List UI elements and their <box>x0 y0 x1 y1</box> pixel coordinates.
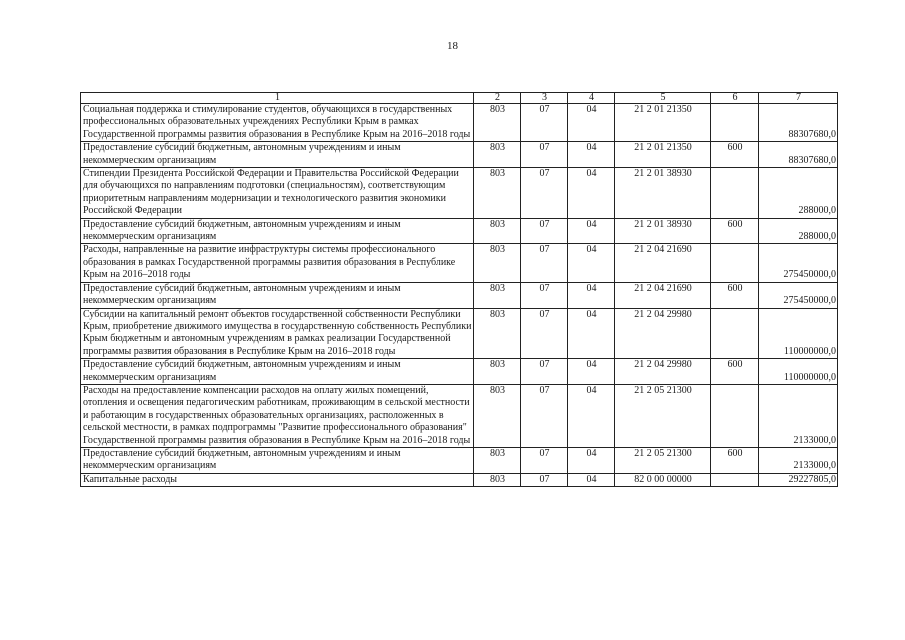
column-header: 1 <box>81 93 474 104</box>
table-row <box>81 104 838 142</box>
target-article-cell: 21 2 04 21690 <box>615 244 711 282</box>
table-row <box>81 244 838 282</box>
expense-name-cell: Социальная поддержка и стимулирование студентов, обучающихся в государственных профессиональных образовательных учреждениях Республики Крым в рамках Государственной программы развития образования в Республике Крым на 2016–2018 годы <box>81 104 474 142</box>
table-row <box>81 142 838 168</box>
section-code-cell: 07 <box>521 384 568 447</box>
section-code-cell: 07 <box>521 359 568 385</box>
ministry-code-cell: 803 <box>474 104 521 142</box>
amount-cell: 275450000,0 <box>759 282 838 308</box>
expense-name-cell: Расходы, направленные на развитие инфраструктуры системы профессионального образования в рамках Государственной программы развития образования в Республике Крым на 2016–2018 годы <box>81 244 474 282</box>
subsection-code-cell: 04 <box>568 244 615 282</box>
subsection-code-cell: 04 <box>568 218 615 244</box>
column-header: 7 <box>759 93 838 104</box>
expense-name-cell: Стипендии Президента Российской Федерации и Правительства Российской Федерации для обучающихся по направлениям подготовки (специальностям), соответствующим приоритетным направлениям модернизации и технологического развития экономики Российской Федерации <box>81 168 474 219</box>
ministry-code-cell: 803 <box>474 282 521 308</box>
amount-cell: 110000000,0 <box>759 359 838 385</box>
table-row <box>81 384 838 447</box>
amount-cell: 288000,0 <box>759 168 838 219</box>
section-code-cell: 07 <box>521 282 568 308</box>
expense-name-cell: Предоставление субсидий бюджетным, автономным учреждениям и иным некоммерческим организациям <box>81 359 474 385</box>
table-body <box>81 104 838 487</box>
ministry-code-cell: 803 <box>474 142 521 168</box>
section-code-cell: 07 <box>521 218 568 244</box>
section-code-cell: 07 <box>521 473 568 486</box>
column-header: 3 <box>521 93 568 104</box>
amount-cell: 110000000,0 <box>759 308 838 359</box>
column-header: 4 <box>568 93 615 104</box>
expense-type-cell <box>711 104 759 142</box>
target-article-cell: 21 2 04 29980 <box>615 359 711 385</box>
subsection-code-cell: 04 <box>568 473 615 486</box>
expense-name-cell: Капитальные расходы <box>81 473 474 486</box>
column-header: 6 <box>711 93 759 104</box>
expense-type-cell <box>711 168 759 219</box>
expense-type-cell <box>711 308 759 359</box>
section-code-cell: 07 <box>521 308 568 359</box>
expense-type-cell <box>711 473 759 486</box>
table-row <box>81 218 838 244</box>
expense-type-cell: 600 <box>711 359 759 385</box>
subsection-code-cell: 04 <box>568 104 615 142</box>
ministry-code-cell: 803 <box>474 308 521 359</box>
section-code-cell: 07 <box>521 168 568 219</box>
section-code-cell: 07 <box>521 244 568 282</box>
expense-name-cell: Предоставление субсидий бюджетным, автономным учреждениям и иным некоммерческим организациям <box>81 447 474 473</box>
table-row <box>81 359 838 385</box>
amount-cell: 29227805,0 <box>759 473 838 486</box>
subsection-code-cell: 04 <box>568 142 615 168</box>
amount-cell: 288000,0 <box>759 218 838 244</box>
expense-type-cell: 600 <box>711 218 759 244</box>
subsection-code-cell: 04 <box>568 168 615 219</box>
table-row <box>81 168 838 219</box>
subsection-code-cell: 04 <box>568 384 615 447</box>
expense-name-cell: Предоставление субсидий бюджетным, автономным учреждениям и иным некоммерческим организациям <box>81 282 474 308</box>
expense-type-cell: 600 <box>711 142 759 168</box>
ministry-code-cell: 803 <box>474 473 521 486</box>
table-row <box>81 473 838 486</box>
column-header: 2 <box>474 93 521 104</box>
expense-type-cell <box>711 244 759 282</box>
expense-type-cell: 600 <box>711 447 759 473</box>
target-article-cell: 21 2 01 21350 <box>615 142 711 168</box>
expense-name-cell: Предоставление субсидий бюджетным, автономным учреждениям и иным некоммерческим организациям <box>81 142 474 168</box>
amount-cell: 2133000,0 <box>759 384 838 447</box>
section-code-cell: 07 <box>521 142 568 168</box>
section-code-cell: 07 <box>521 104 568 142</box>
subsection-code-cell: 04 <box>568 359 615 385</box>
target-article-cell: 21 2 01 38930 <box>615 168 711 219</box>
target-article-cell: 21 2 05 21300 <box>615 384 711 447</box>
budget-table <box>80 92 838 487</box>
header-row <box>81 93 838 104</box>
target-article-cell: 21 2 04 21690 <box>615 282 711 308</box>
table-row <box>81 447 838 473</box>
target-article-cell: 82 0 00 00000 <box>615 473 711 486</box>
table-row <box>81 308 838 359</box>
expense-name-cell: Расходы на предоставление компенсации расходов на оплату жилых помещений, отопления и освещения педагогическим работникам, проживающим в сельской местности и работающим в государственных образовательных организациях, расположенных в сельской местности, в рамках подпрограммы "Развитие профессионального образования" Государственной программы развития образования в Республике Крым на 2016–2018 годы <box>81 384 474 447</box>
amount-cell: 88307680,0 <box>759 142 838 168</box>
amount-cell: 2133000,0 <box>759 447 838 473</box>
page-number: 18 <box>447 40 458 52</box>
expense-name-cell: Предоставление субсидий бюджетным, автономным учреждениям и иным некоммерческим организациям <box>81 218 474 244</box>
table-row <box>81 282 838 308</box>
subsection-code-cell: 04 <box>568 282 615 308</box>
expense-type-cell <box>711 384 759 447</box>
section-code-cell: 07 <box>521 447 568 473</box>
column-header: 5 <box>615 93 711 104</box>
ministry-code-cell: 803 <box>474 359 521 385</box>
ministry-code-cell: 803 <box>474 384 521 447</box>
ministry-code-cell: 803 <box>474 447 521 473</box>
target-article-cell: 21 2 04 29980 <box>615 308 711 359</box>
amount-cell: 275450000,0 <box>759 244 838 282</box>
subsection-code-cell: 04 <box>568 447 615 473</box>
ministry-code-cell: 803 <box>474 218 521 244</box>
subsection-code-cell: 04 <box>568 308 615 359</box>
ministry-code-cell: 803 <box>474 244 521 282</box>
target-article-cell: 21 2 05 21300 <box>615 447 711 473</box>
target-article-cell: 21 2 01 38930 <box>615 218 711 244</box>
expense-name-cell: Субсидии на капитальный ремонт объектов государственной собственности Республики Крым, приобретение движимого имущества в государственную собственность Республики Крым бюджетным и автономным учреждениям в рамках реализации Государственной программы развития образования в Республике Крым на 2016–2018 годы <box>81 308 474 359</box>
amount-cell: 88307680,0 <box>759 104 838 142</box>
ministry-code-cell: 803 <box>474 168 521 219</box>
target-article-cell: 21 2 01 21350 <box>615 104 711 142</box>
expense-type-cell: 600 <box>711 282 759 308</box>
